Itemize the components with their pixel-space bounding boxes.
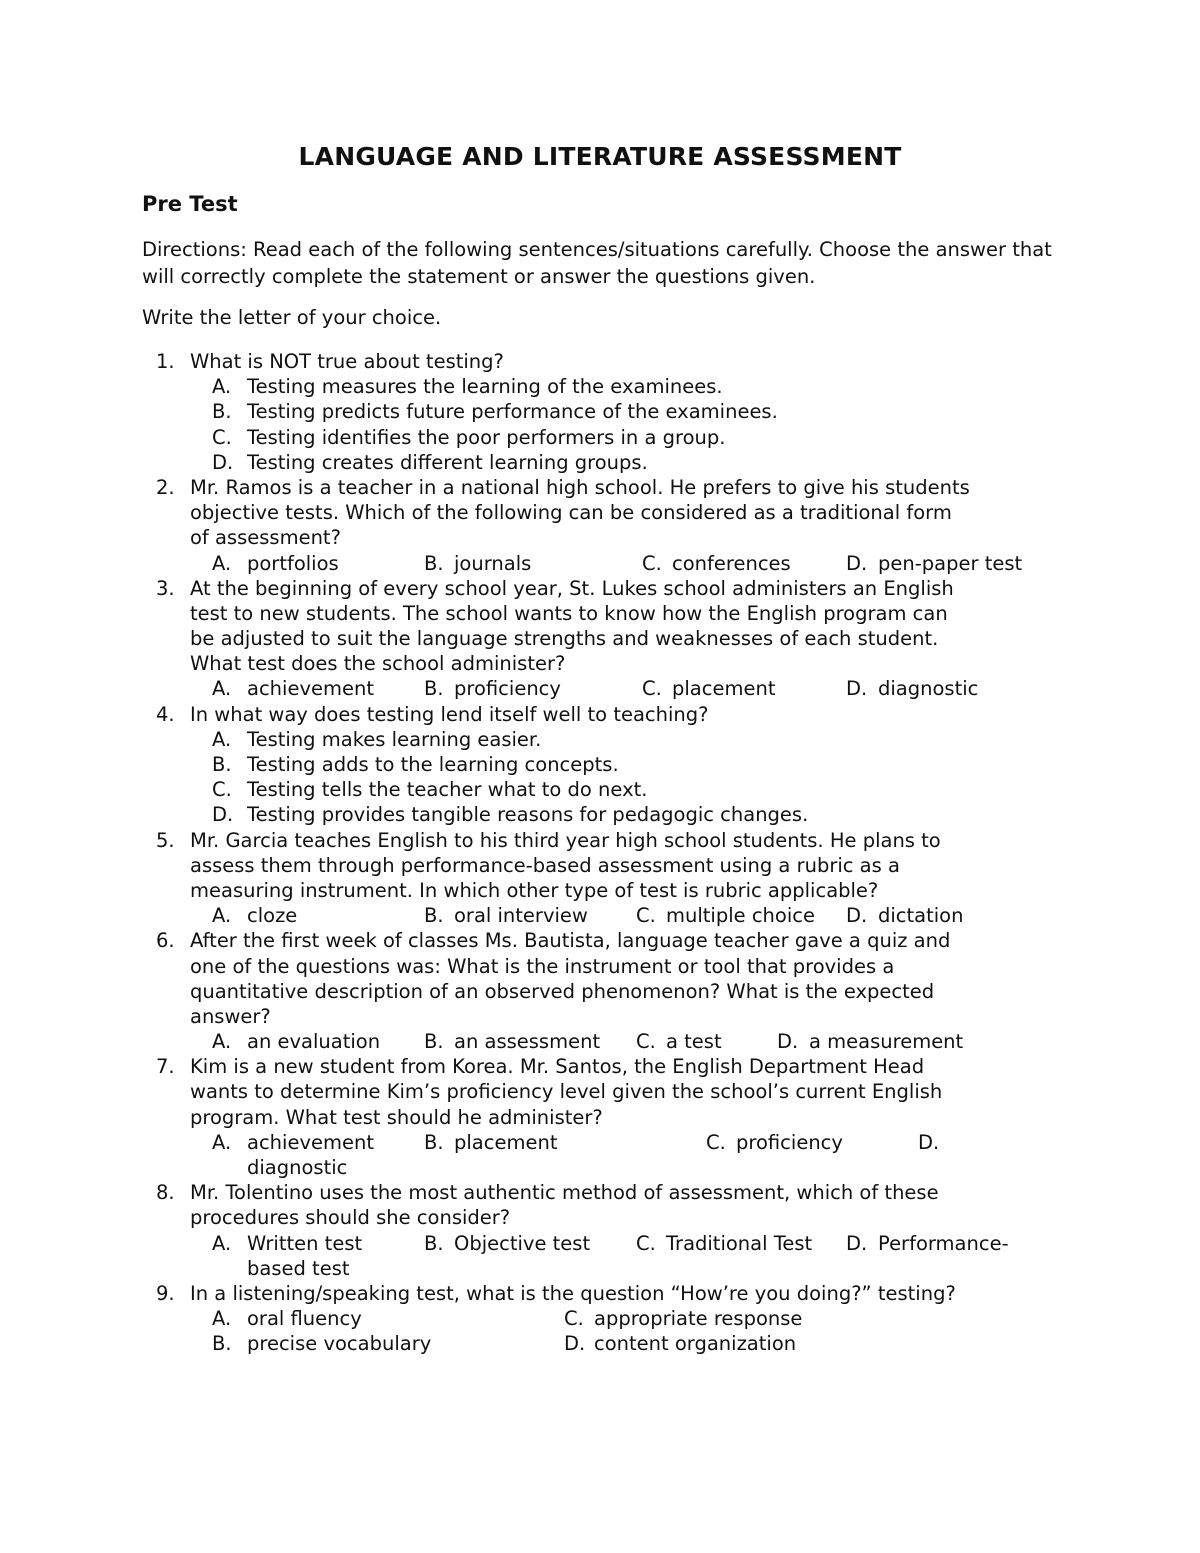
choice-text: Testing predicts future performance of the examinees. [247,400,778,424]
instruction-line: Write the letter of your choice. [142,306,442,329]
choice-letter: D. [846,904,868,928]
choice-text: conferences [672,551,791,575]
choice-letter: A. [212,727,232,751]
choice-text: precise vocabulary [247,1332,432,1356]
choice-text: Testing adds to the learning concepts. [247,753,619,777]
question-text-line: procedures should she consider? [190,1206,511,1230]
choice-text: Written test [247,1231,363,1255]
choice-text: a measurement [809,1030,964,1054]
choice-text: portfolios [247,551,339,575]
choice-letter: A. [212,677,232,701]
choice-letter: D. [564,1332,586,1356]
choice-text: diagnostic [878,677,979,701]
choice-letter: C. [636,1231,656,1255]
choice-text: Objective test [454,1231,591,1255]
choice-letter: B. [424,551,444,575]
choice-text: pen-paper test [878,551,1023,575]
choice-letter: C. [642,677,662,701]
question-text-line: objective tests. Which of the following can be considered as a traditional form [190,501,952,525]
choice-text: based test [247,1256,350,1280]
choice-letter: C. [636,1030,656,1054]
choice-row [190,450,1062,475]
choice-letter: B. [424,1130,444,1154]
choice-letter: B. [424,1231,444,1255]
choice-row [190,1306,1062,1331]
choice-letter: D. [846,1231,868,1255]
choice-letter: B. [424,677,444,701]
choice-letter: D. [846,551,868,575]
choice-text: Testing makes learning easier. [247,727,542,751]
choice-letter: D. [846,677,868,701]
choice-letter: C. [564,1307,584,1331]
choice-row-wrap [190,1256,1062,1281]
choice-letter: B. [424,1030,444,1054]
question-8 [142,1180,1062,1281]
choice-letter: C. [706,1130,726,1154]
choice-text: proficiency [454,677,561,701]
choice-letter: B. [424,904,444,928]
choice-row [190,777,1062,802]
question-text-line: answer? [190,1004,271,1028]
question-text-line: one of the questions was: What is the instrument or tool that provides a [190,954,895,978]
choice-text: oral fluency [247,1307,362,1331]
choice-row [190,551,1062,576]
question-9 [142,1281,1062,1357]
choice-text: appropriate response [594,1307,803,1331]
choice-text: diagnostic [247,1156,348,1180]
choice-text: Performance- [878,1231,1009,1255]
choice-row [190,802,1062,827]
question-number: 5. [156,828,175,852]
question-number: 1. [156,350,175,373]
choice-letter: D. [918,1130,940,1154]
choice-text: journals [454,551,532,575]
choice-letter: B. [212,753,232,777]
choice-row [190,399,1062,424]
choice-letter: D. [777,1030,799,1054]
question-4 [142,702,1062,828]
choice-letter: A. [212,375,232,399]
question-7 [142,1054,1062,1180]
choice-letter: A. [212,551,232,575]
choice-row [190,1029,1062,1054]
choice-text: placement [672,677,776,701]
choice-text: Traditional Test [666,1231,813,1255]
question-text-line: Kim is a new student from Korea. Mr. Santos, the English Department Head [190,1055,925,1079]
question-1 [142,349,1062,475]
choice-letter: C. [212,778,232,802]
question-text-line: of assessment? [190,526,341,550]
question-text-line: Mr. Tolentino uses the most authentic method of assessment, which of these [190,1181,939,1205]
question-text-line: be adjusted to suit the language strengths and weaknesses of each student. [190,627,939,651]
choice-row [190,374,1062,399]
choice-text: achievement [247,1130,374,1154]
question-number: 3. [156,576,175,600]
choice-letter: C. [642,551,662,575]
choice-text: an evaluation [247,1030,381,1054]
question-3 [142,576,1062,702]
choice-letter: B. [212,1332,232,1356]
choice-text: Testing tells the teacher what to do next. [247,778,648,802]
section-heading: Pre Test [142,192,238,216]
question-list [142,349,1062,1357]
question-text-line: wants to determine Kim’s proficiency level given the school’s current English [190,1080,943,1104]
choice-letter: D. [212,803,234,827]
choice-letter: D. [212,450,234,474]
question-text: In what way does testing lend itself well to teaching? [190,702,709,726]
choice-letter: A. [212,1231,232,1255]
choice-letter: C. [636,904,656,928]
choice-row [190,903,1062,928]
question-number: 8. [156,1181,175,1205]
choice-row [190,1130,1062,1155]
choice-row-wrap [190,1155,1062,1180]
document-title: LANGUAGE AND LITERATURE ASSESSMENT [298,142,902,171]
question-text-line: quantitative description of an observed phenomenon? What is the expected [190,979,935,1003]
question-number: 2. [156,475,175,499]
directions-paragraph: Directions: Read each of the following sentences/situations carefully. Choose the answer that will correctly complete the statement or answer the questions given. [142,238,1052,288]
choice-text: placement [454,1130,558,1154]
choice-text: Testing identifies the poor performers in a group. [247,425,726,449]
choice-text: oral interview [454,904,588,928]
question-text-line: At the beginning of every school year, St. Lukes school administers an English [190,576,954,600]
question-text-line: assess them through performance-based assessment using a rubric as a [190,853,900,877]
choice-row [190,676,1062,701]
question-text-line: test to new students. The school wants to know how the English program can [190,601,948,625]
choice-letter: A. [212,1130,232,1154]
choice-text: Testing measures the learning of the examinees. [247,375,723,399]
question-text-line: What test does the school administer? [190,652,566,676]
question-text-line: Mr. Ramos is a teacher in a national high school. He prefers to give his students [190,475,970,499]
choice-row [190,425,1062,450]
choice-text: a test [666,1030,722,1054]
choice-row [190,727,1062,752]
choice-letter: C. [212,425,232,449]
choice-letter: A. [212,904,232,928]
choice-text: dictation [878,904,964,928]
question-text-line: Mr. Garcia teaches English to his third year high school students. He plans to [190,828,941,852]
choice-row [190,1331,1062,1356]
question-number: 6. [156,929,175,953]
choice-text: Testing creates different learning groups. [247,450,648,474]
question-text-line: program. What test should he administer? [190,1105,603,1129]
choice-row [190,1231,1062,1256]
choice-row [190,752,1062,777]
choice-letter: A. [212,1307,232,1331]
question-6 [142,928,1062,1054]
choice-text: cloze [247,904,298,928]
question-text: In a listening/speaking test, what is the question “How’re you doing?” testing? [190,1281,956,1305]
question-text-line: After the first week of classes Ms. Bautista, language teacher gave a quiz and [190,929,951,953]
question-2 [142,475,1062,576]
question-text-line: measuring instrument. In which other type of test is rubric applicable? [190,878,879,902]
question-number: 7. [156,1055,175,1079]
choice-text: proficiency [736,1130,843,1154]
question-number: 9. [156,1281,175,1305]
choice-letter: B. [212,400,232,424]
choice-text: multiple choice [666,904,815,928]
question-text: What is NOT true about testing? [190,350,504,373]
choice-letter: A. [212,1030,232,1054]
choice-text: an assessment [454,1030,601,1054]
question-number: 4. [156,702,175,726]
question-5 [142,828,1062,929]
choice-text: achievement [247,677,374,701]
choice-text: content organization [594,1332,797,1356]
choice-text: Testing provides tangible reasons for pedagogic changes. [247,803,809,827]
